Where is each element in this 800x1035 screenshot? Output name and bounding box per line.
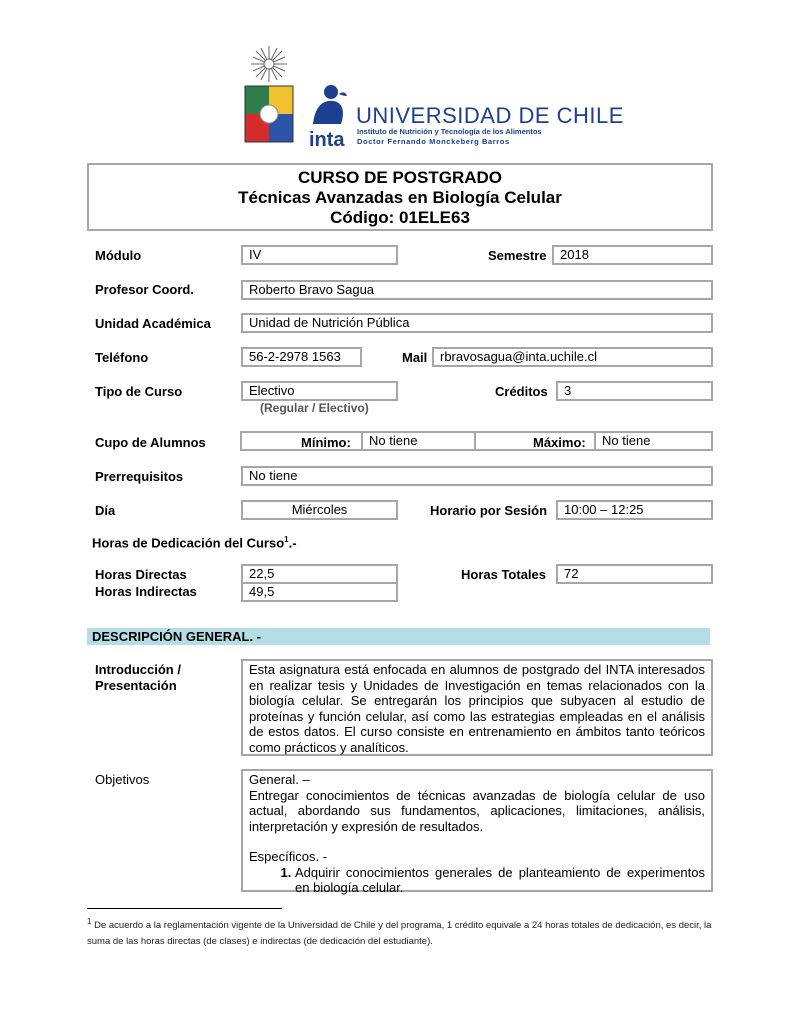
telefono-label: Teléfono (95, 350, 149, 365)
telefono-field[interactable]: 56-2-2978 1563 (241, 347, 362, 367)
minimo-field[interactable]: No tiene (361, 431, 476, 451)
horas-indirectas-label: Horas Indirectas (95, 584, 197, 599)
profesor-label: Profesor Coord. (95, 282, 194, 297)
course-name-heading: Técnicas Avanzadas en Biología Celular (238, 188, 562, 207)
tipo-curso-field[interactable]: Electivo (241, 381, 398, 401)
profesor-field[interactable]: Roberto Bravo Sagua (241, 280, 713, 300)
objetivos-especificos-heading: Específicos. - (249, 849, 328, 864)
institute-dedication: Doctor Fernando Monckeberg Barros (357, 137, 510, 146)
creditos-field[interactable]: 3 (556, 381, 713, 401)
prerrequisitos-label: Prerrequisitos (95, 469, 184, 484)
university-name: UNIVERSIDAD DE CHILE (356, 103, 624, 128)
horas-totales-field[interactable]: 72 (556, 564, 713, 584)
maximo-label: Máximo: (533, 435, 586, 450)
footnote-divider (87, 908, 282, 909)
maximo-field[interactable]: No tiene (594, 431, 713, 451)
inta-wordmark: inta (309, 129, 345, 151)
creditos-label: Créditos (495, 384, 548, 399)
dia-label: Día (95, 503, 116, 518)
horario-label: Horario por Sesión (430, 503, 548, 518)
course-code-heading: Código: 01ELE63 (330, 208, 470, 227)
institute-name: Instituto de Nutrición y Tecnología de los Alimentos (357, 127, 542, 136)
university-crest (243, 44, 295, 148)
modulo-field[interactable]: IV (241, 245, 398, 265)
semestre-label: Semestre (488, 248, 547, 263)
unidad-field[interactable]: Unidad de Nutrición Pública (241, 313, 713, 333)
inta-figure-icon (309, 84, 349, 128)
objetivos-label: Objetivos (95, 772, 150, 787)
dedicacion-heading: Horas de Dedicación del Curso$^1$.- (92, 535, 297, 551)
unidad-label: Unidad Académica (95, 316, 211, 331)
objetivos-text (241, 769, 713, 895)
objetivo-general-heading: General. – (249, 772, 310, 787)
objetivo-especifico-item: 1. Adquirir conocimientos generales de planteamiento de experimentos en biología celular. (295, 865, 705, 896)
tipo-curso-label: Tipo de Curso (95, 384, 183, 399)
footnote-ref: 1 (284, 535, 289, 544)
horas-directas-label: Horas Directas (95, 567, 187, 582)
prerrequisitos-field[interactable]: No tiene (241, 466, 713, 486)
cupo-label: Cupo de Alumnos (95, 435, 206, 450)
course-title-box (87, 163, 713, 231)
minimo-label: Mínimo: (301, 435, 351, 450)
section-header: DESCRIPCIÓN GENERAL. - (87, 628, 710, 645)
horas-totales-label: Horas Totales (461, 567, 547, 582)
tipo-curso-hint: (Regular / Electivo) (260, 401, 369, 415)
introduccion-text: Esta asignatura está enfocada en alumnos de postgrado del INTA interesados en realizar tesis y Unidades de Investigación en temas relacionados con la biología celular. Se entregarán los principios que subyacen al estudio de proteínas y función celular, así como las estrategias empleadas en el análisis de estos datos. El curso consiste en entrenamiento en ámbitos tanto teóricos como prácticos y analíticos. (241, 659, 713, 756)
horas-indirectas-field[interactable]: 49,5 (241, 582, 398, 602)
horas-directas-field[interactable]: 22,5 (241, 564, 398, 584)
semestre-field[interactable]: 2018 (552, 245, 713, 265)
objetivo-general-text: Entregar conocimientos de técnicas avanzadas de biología celular de uso actual, abordando sus fundamentos, aplicaciones, limitaciones, análisis, interpretación y expresión de resultados. (249, 787, 705, 834)
mail-field[interactable]: rbravosagua@inta.uchile.cl (432, 347, 713, 367)
mail-label: Mail (402, 350, 428, 365)
dia-field[interactable]: Miércoles (241, 500, 398, 520)
footnote: $^1$ De acuerdo a la reglamentación vigente de la Universidad de Chile y del programa, 1 crédito equivale a 24 horas totales de dedicación, es decir, la suma de las horas directas (de clases) e indirectas (de dedicación del estudiante). (87, 917, 712, 948)
course-type-heading: CURSO DE POSTGRADO (297, 168, 503, 187)
introduccion-label: Introducción / Presentación (95, 662, 181, 693)
modulo-label: Módulo (95, 248, 142, 263)
horario-field[interactable]: 10:00 – 12:25 (556, 500, 713, 520)
